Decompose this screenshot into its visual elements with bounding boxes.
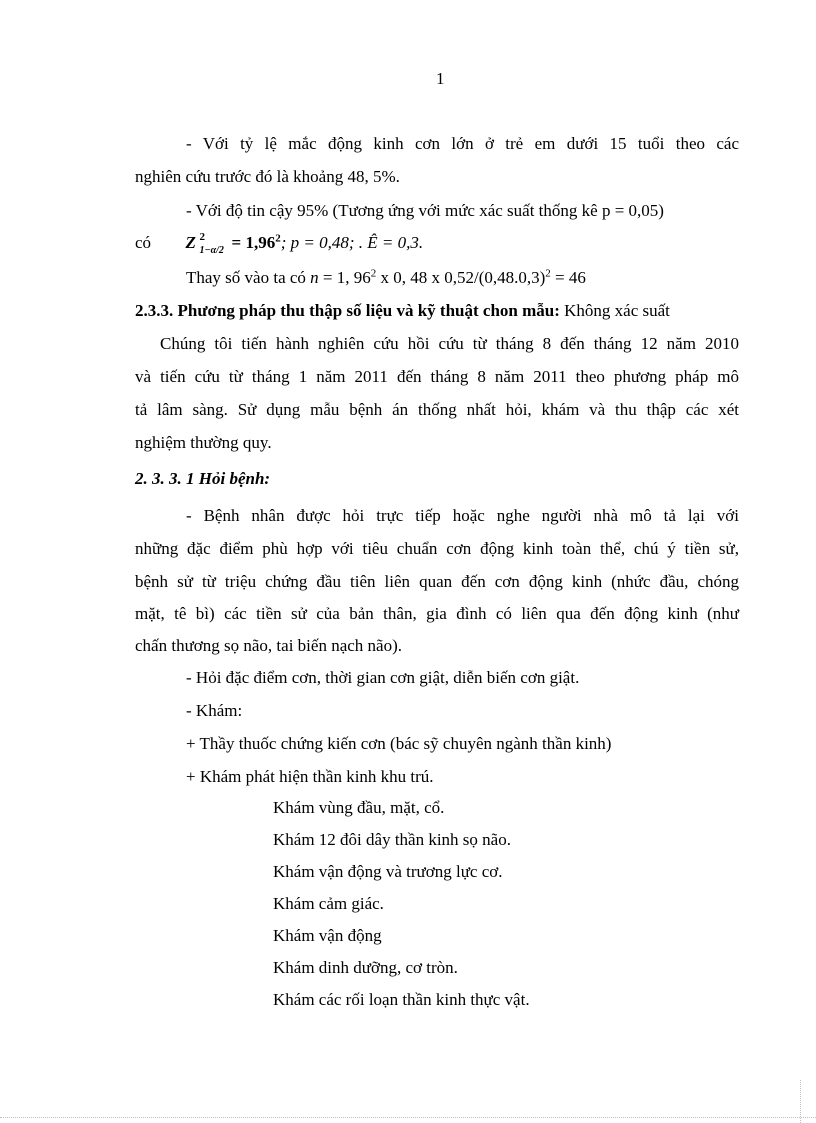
exam-item-6: Khám dinh dưỡng, cơ tròn. [273,958,458,977]
para4-line1: Chúng tôi tiến hành nghiên cứu hồi cứu từ tháng 8 đến tháng 12 năm 2010 [160,334,739,353]
para2-line2 [135,232,423,254]
margin-divider [800,1080,801,1123]
para5-line3: bệnh sử từ triệu chứng đầu tiên liên quan đến cơn động kinh (nhức đầu, chóng [135,572,739,591]
params-text: ; p = 0,48; . Ê = 0,3. [280,233,424,252]
z-letter: Z [185,233,196,252]
section-2331-heading: 2. 3. 3. 1 Hỏi bệnh: [135,469,271,488]
page-number: 1 [436,69,445,88]
para3-formula2: x 0, 48 x 0,52/(0,48.0,3) [380,268,546,287]
para3-line [186,267,586,289]
list-item-2: - Khám: [186,701,243,720]
exam-item-4: Khám cảm giác. [273,894,384,913]
para3-formula: = 1, 96 [322,268,371,287]
para3-n: n [310,268,319,287]
list-item-1: - Hỏi đặc điểm cơn, thời gian cơn giật, diễn biến cơn giật. [186,668,580,687]
para2-line1: - Với độ tin cậy 95% (Tương ứng với mức xác suất thống kê p = 0,05) [186,201,664,220]
z-value: = 1,96 [231,233,276,252]
exam-item-7: Khám các rối loạn thần kinh thực vật. [273,990,530,1009]
para4-line3: tả lâm sàng. Sử dụng mẫu bệnh án thống nhất hỏi, khám và thu thập các xét [135,400,739,419]
z-sub: 1−α/2 [199,245,224,256]
z-value-sup: 2 [275,232,281,245]
para4-line4: nghiệm thường quy. [135,433,272,452]
para5-line2: những đặc điểm phù hợp với tiêu chuẩn cơn động kinh toàn thể, chú ý tiền sử, [135,539,739,558]
para3-result: = 46 [555,268,586,287]
section-233-tail: Không xác suất [564,301,670,320]
para3-prefix: Thay số vào ta có [186,268,306,287]
exam-item-5: Khám vận động [273,926,382,945]
para3-sup2: 2 [545,267,551,280]
z-sup: 2 [199,231,206,243]
exam-item-1: Khám vùng đầu, mặt, cổ. [273,798,445,817]
footer-divider [0,1117,816,1118]
section-233-heading: 2.3.3. Phương pháp thu thập số liệu và kỹ thuật chon mẫu: [135,301,560,320]
z-formula [186,232,232,254]
para5-line4: mặt, tê bì) các tiền sử của bản thân, gia đình có liên qua đến động kinh (như [135,604,739,623]
list-item-3: + Thầy thuốc chứng kiến cơn (bác sỹ chuyên ngành thần kinh) [186,734,612,753]
para5-line1: - Bệnh nhân được hỏi trực tiếp hoặc nghe người nhà mô tả lại với [186,506,739,525]
co-word: có [135,233,152,252]
para1-line1: - Với tỷ lệ mắc động kinh cơn lớn ở trẻ em dưới 15 tuổi theo các [186,134,739,153]
para1-line2: nghiên cứu trước đó là khoảng 48, 5%. [135,167,400,186]
para4-line2: và tiến cứu từ tháng 1 năm 2011 đến tháng 8 năm 2011 theo phương pháp mô [135,367,739,386]
list-item-4: + Khám phát hiện thần kinh khu trú. [186,767,434,786]
para5-line5: chấn thương sọ não, tai biến nạch não). [135,636,402,655]
para3-sup1: 2 [370,267,377,280]
exam-item-3: Khám vận động và trương lực cơ. [273,862,503,881]
exam-item-2: Khám 12 đôi dây thần kinh sọ não. [273,830,511,849]
section-233-line [135,300,670,322]
